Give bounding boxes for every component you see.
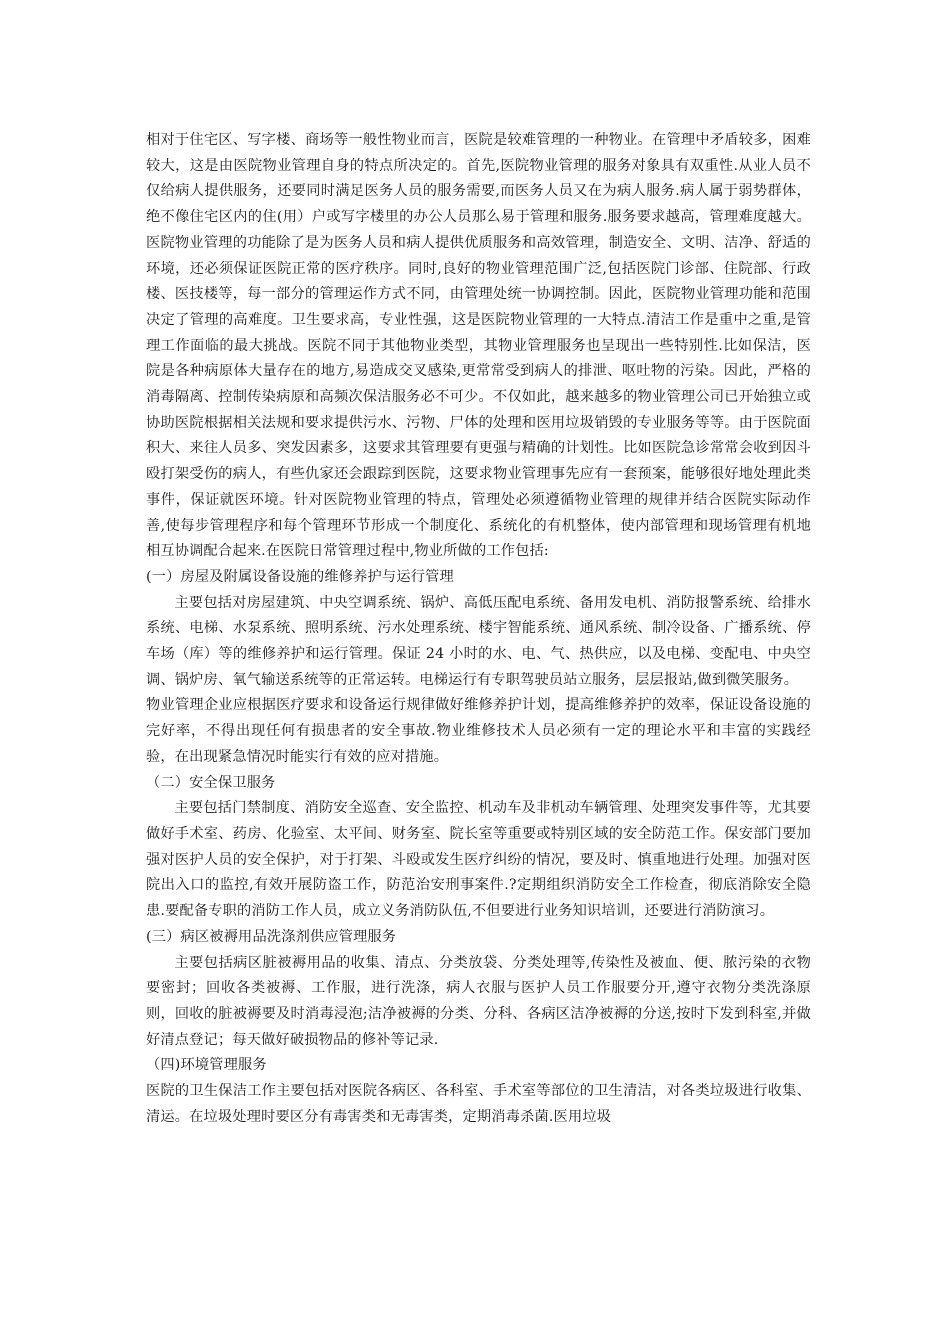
section-heading-2: （二）安全保卫服务 — [146, 774, 276, 791]
intro-paragraph: 相对于住宅区、写字楼、商场等一般性物业而言，医院是较难管理的一种物业。在管理中矛盾较多，困难较大，这是由医院物业管理自身的特点所决定的。首先,医院物业管理的服务对象具有双重性.从业人员不仅给病人提供服务，还要同时满足医务人员的服务需要,而医务人员又在为病人服务.病人属于弱势群体，绝不像住宅区内的住(用）户或写字楼里的办公人员那么易于管理和服务.服务要求越高，管理难度越大。医院物业管理的功能除了是为医务人员和病人提供优质服务和高效管理，制造安全、文明、洁净、舒适的环境，还必须保证医院正常的医疗秩序。同时,良好的物业管理范围广泛,包括医院门诊部、住院部、行政楼、医技楼等，每一部分的管理运作方式不同，由管理处统一协调控制。因此，医院物业管理功能和范围决定了管理的高难度。卫生要求高，专业性强，这是医院物业管理的一大特点.清洁工作是重中之重,是管理工作面临的最大挑战。医院不同于其他物业类型，其物业管理服务也呈现出一些特别性.比如保洁，医院是各种病原体大量存在的地方,易造成交叉感染,更常常受到病人的排泄、呕吐物的污染。因此，严格的消毒隔离、控制传染病原和高频次保洁服务必不可少。不仅如此，越来越多的物业管理公司已开始独立或协助医院根据相关法规和要求提供污水、污物、尸体的处理和医用垃圾销毁的专业服务等等。由于医院面积大、来往人员多、突发因素多，这要求其管理要有更强与精确的计划性。比如医院急诊常常会收到因斗殴打架受伤的病人，有些仇家还会跟踪到医院，这要求物业管理事先应有一套预案，能够很好地处理此类事件，保证就医环境。针对医院物业管理的特点，管理处必须遵循物业管理的规律并结合医院实际动作善,使每步管理程序和每个管理环节形成一个制度化、系统化的有机整体，使内部管理和现场管理有机地相互协调配合起来.在医院日常管理过程中,物业所做的工作包括: — [146, 132, 811, 560]
section-1-paragraph-1: 主要包括对房屋建筑、中央空调系统、锅炉、高低压配电系统、备用发电机、消防报警系统、给排水系统、电梯、水泵系统、照明系统、污水处理系统、楼宇智能系统、通风系统、制冷设备、广播系统、停车场（库）等的维修养护和运行管理。保证 24 小时的水、电、气、热供应，以及电梯、变配电、中央空调、锅炉房、氧气输送系统等的正常运转。电梯运行有专职驾驶员站立服务，层层报站,做到微笑服务。 — [146, 594, 811, 688]
section-heading-4: （四)环境管理服务 — [146, 1057, 267, 1074]
section-1-paragraph-2: 物业管理企业应根据医疗要求和设备运行规律做好维修养护计划，提高维修养护的效率，保证设备设施的完好率，不得出现任何有损患者的安全事故.物业维修技术人员必须有一定的理论水平和丰富的实践经验，在出现紧急情况时能实行有效的应对措施。 — [146, 697, 811, 765]
section-heading-1: (一）房屋及附属设备设施的维修养护与运行管理 — [146, 568, 454, 585]
section-2-paragraph-1: 主要包括门禁制度、消防安全巡查、安全监控、机动车及非机动车辆管理、处理突发事件等，尤其要做好手术室、药房、化验室、太平间、财务室、院长室等重要或特别区域的安全防范工作。保安部门要加强对医护人员的安全保护，对于打架、斗殴或发生医疗纠纷的情况，要及时、慎重地进行处理。加强对医院出入口的监控,有效开展防盗工作，防范治安刑事案件.?定期组织消防安全工作检查，彻底消除安全隐患.要配备专职的消防工作人员，成立义务消防队伍,不但要进行业务知识培训，还要进行消防演习。 — [146, 800, 811, 920]
section-4-paragraph-1: 医院的卫生保洁工作主要包括对医院各病区、各科室、手术室等部位的卫生清洁，对各类垃圾进行收集、清运。在垃圾处理时要区分有毒害类和无毒害类，定期消毒杀菌.医用垃圾 — [146, 1083, 811, 1125]
section-3-paragraph-1: 主要包括病区脏被褥用品的收集、清点、分类放袋、分类处理等,传染性及被血、便、脓污染的衣物要密封；回收各类被褥、工作服，进行洗涤，病人衣服与医护人员工作服要分开,遵守衣物分类洗涤原则，回收的脏被褥要及时消毒浸泡;洁净被褥的分类、分科、各病区洁净被褥的分送,按时下发到科室,并做好清点登记；每天做好破损物品的修补等记录. — [146, 954, 811, 1048]
document-body — [146, 128, 811, 1130]
section-heading-3: (三）病区被褥用品洗涤剂供应管理服务 — [146, 928, 397, 945]
